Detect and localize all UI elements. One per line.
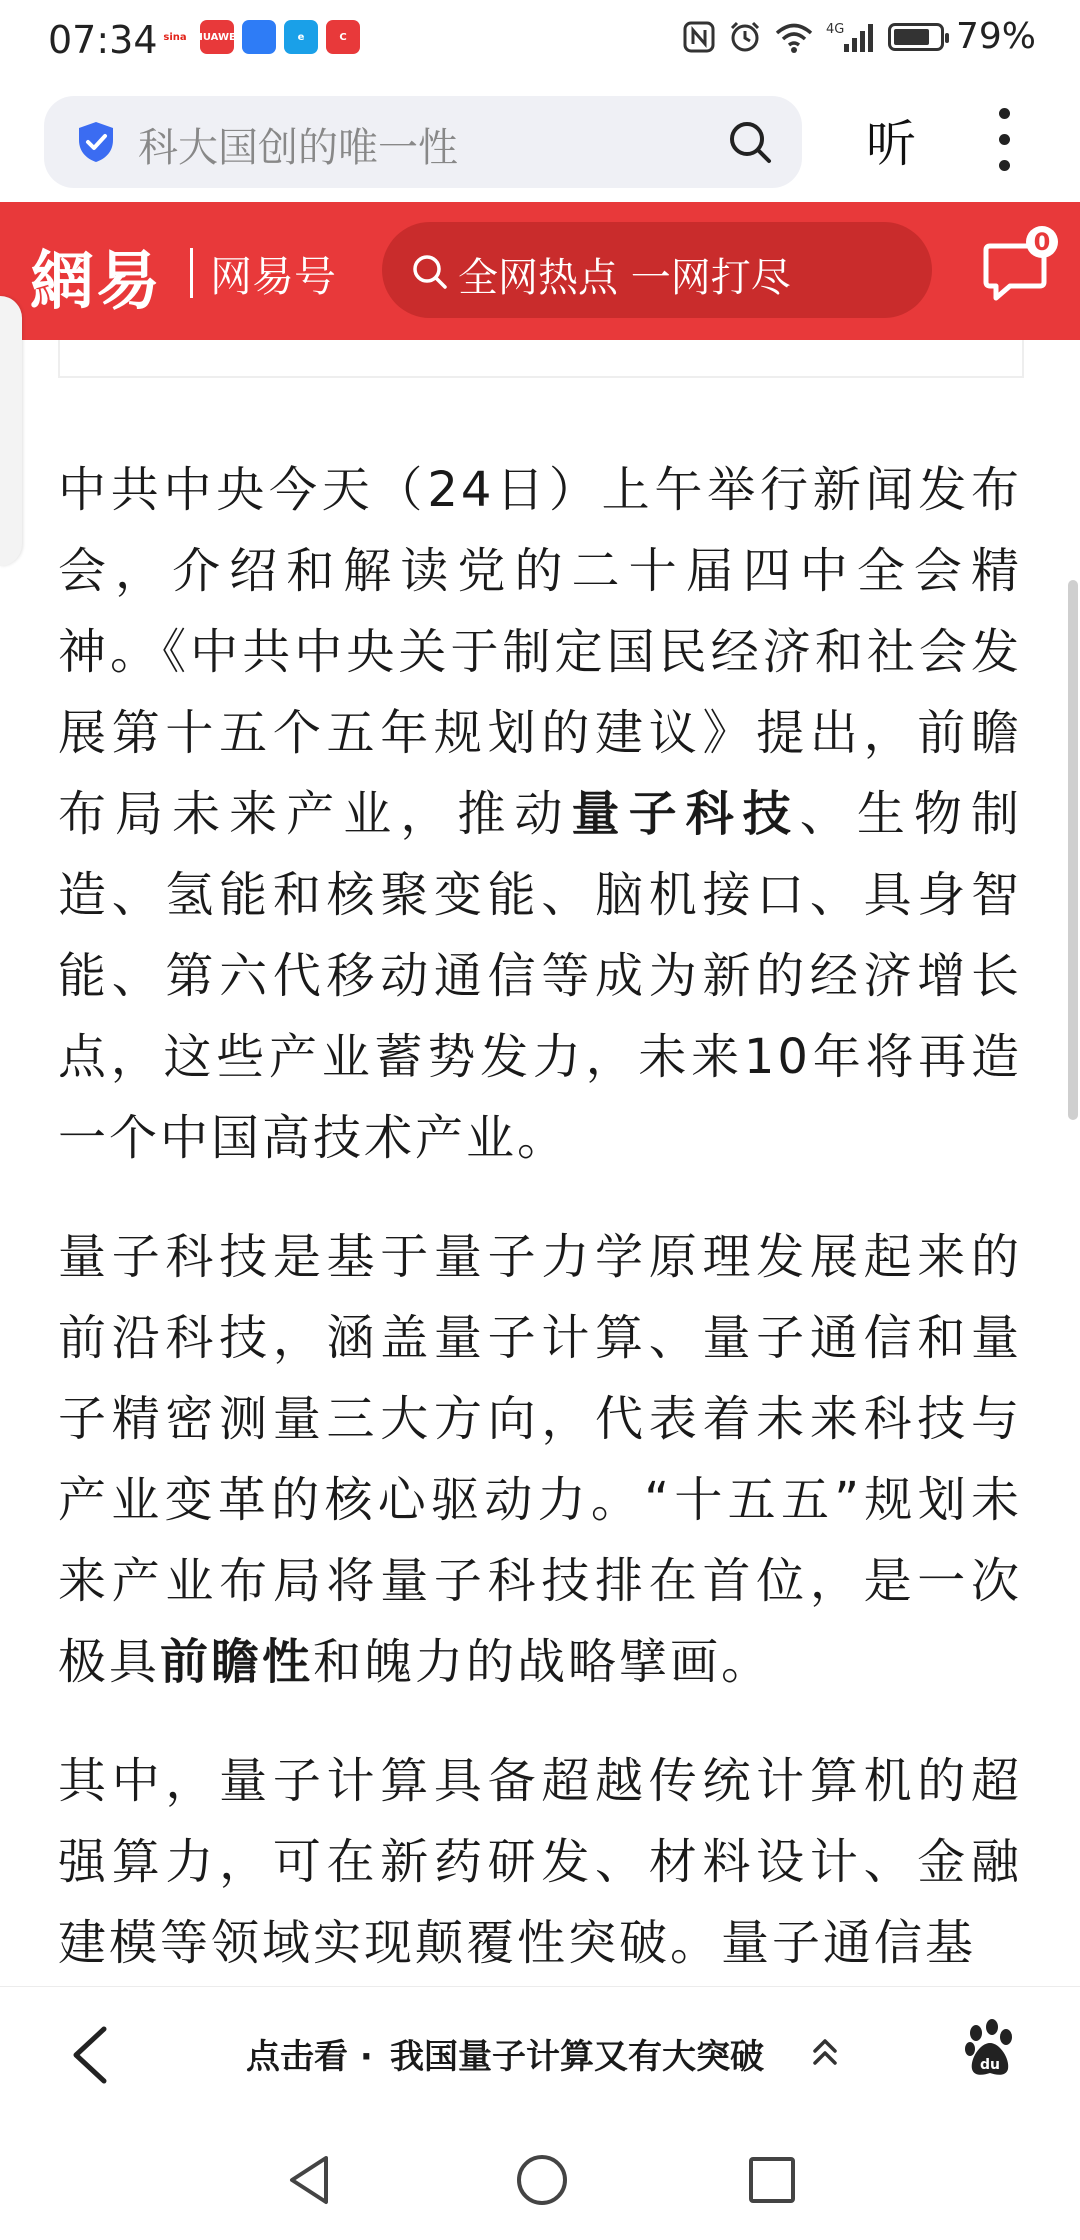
sub-brand-link[interactable]: 网易号: [210, 252, 337, 301]
globe-app-icon: [242, 20, 276, 54]
message-count-badge: 0: [1026, 226, 1058, 258]
paragraph-text: 、生物制造、氢能和核聚变能、脑机接口、具身智能、第六代移动通信等成为新的经济增长点，这些产业蓄势发力，未来10年将再造一个中国高技术产业。: [58, 786, 1022, 1166]
search-icon: [410, 252, 450, 292]
article-paragraph: [58, 1741, 1022, 1984]
listen-button[interactable]: 听: [866, 115, 916, 173]
alarm-icon: [728, 20, 762, 54]
article-paragraph: [58, 450, 1022, 1179]
site-header: [0, 202, 1080, 340]
battery-fill: [894, 29, 929, 45]
netease-logo[interactable]: 網易: [30, 244, 162, 319]
huawei-icon: HUAWEI: [200, 20, 234, 54]
nav-back-icon[interactable]: [282, 2152, 338, 2208]
paragraph-text: 其中，量子计算具备超越传统计算机的超强算力，可在新药研发、材料设计、金融建模等领域实现颠覆性突破。量子通信基: [58, 1753, 1022, 1971]
more-menu-icon[interactable]: [994, 108, 1014, 176]
hot-search-label: 全网热点 一网打尽: [458, 255, 791, 301]
battery-percent: 79%: [955, 16, 1036, 57]
scrollbar[interactable]: [1068, 580, 1078, 1120]
cellular-signal-icon: [826, 20, 876, 54]
bottom-toolbar: [0, 1986, 1080, 2123]
c-app-icon: C: [326, 20, 360, 54]
paragraph-text: 量子科技是基于量子力学原理发展起来的前沿科技，涵盖量子计算、量子通信和量子精密测量三大方向，代表着未来科技与产业变革的核心驱动力。“十五五”规划未来产业布局将量子科技排在首位，是一次极具: [58, 1229, 1022, 1690]
header-divider: [190, 248, 193, 298]
sina-icon: sina: [158, 20, 192, 54]
status-bar: [0, 0, 1080, 84]
status-app-icons: [158, 20, 360, 54]
search-icon[interactable]: [726, 118, 774, 166]
paragraph-text: 中共中央今天（24日）上午举行新闻发布会，介绍和解读党的二十届四中全会精神。《中共中央关于制定国民经济和社会发展第十五个五年规划的建议》提出，前瞻布局未来产业，推动: [58, 462, 1022, 842]
status-indicators: [682, 16, 1036, 57]
emphasis-text: 量子科技: [571, 786, 800, 842]
baidu-paw-icon[interactable]: [962, 2019, 1018, 2079]
hot-search-button[interactable]: [382, 222, 932, 318]
paragraph-text: 和魄力的战略擘画。: [313, 1634, 773, 1690]
search-input[interactable]: [44, 96, 802, 188]
svg-text:du: du: [980, 2057, 1000, 2073]
article-body: [58, 450, 1022, 1986]
nav-recent-apps-icon[interactable]: [746, 2154, 798, 2206]
related-article-link[interactable]: 我国量子计算又有大突破: [390, 2037, 764, 2077]
search-query: 科大国创的唯一性: [138, 125, 458, 171]
e-app-icon: e: [284, 20, 318, 54]
card-edge: [58, 340, 1024, 378]
chevron-up-double-icon[interactable]: [810, 2035, 840, 2069]
emphasis-text: 前瞻性: [160, 1634, 314, 1690]
shield-check-icon: [76, 120, 116, 164]
nfc-icon: [682, 20, 716, 54]
related-prefix[interactable]: 点击看 ·: [246, 2037, 373, 2077]
side-drawer-handle[interactable]: [0, 296, 22, 566]
browser-toolbar: [0, 84, 1080, 202]
back-arrow-icon[interactable]: [66, 2023, 116, 2087]
battery-icon: [888, 23, 944, 51]
status-time: 07:34: [48, 18, 158, 62]
system-nav-bar: [0, 2122, 1080, 2240]
network-type: 4G: [825, 21, 845, 37]
article-paragraph: [58, 1217, 1022, 1703]
nav-home-icon[interactable]: [514, 2152, 570, 2208]
message-button[interactable]: [980, 228, 1052, 306]
wifi-icon: [774, 20, 814, 54]
